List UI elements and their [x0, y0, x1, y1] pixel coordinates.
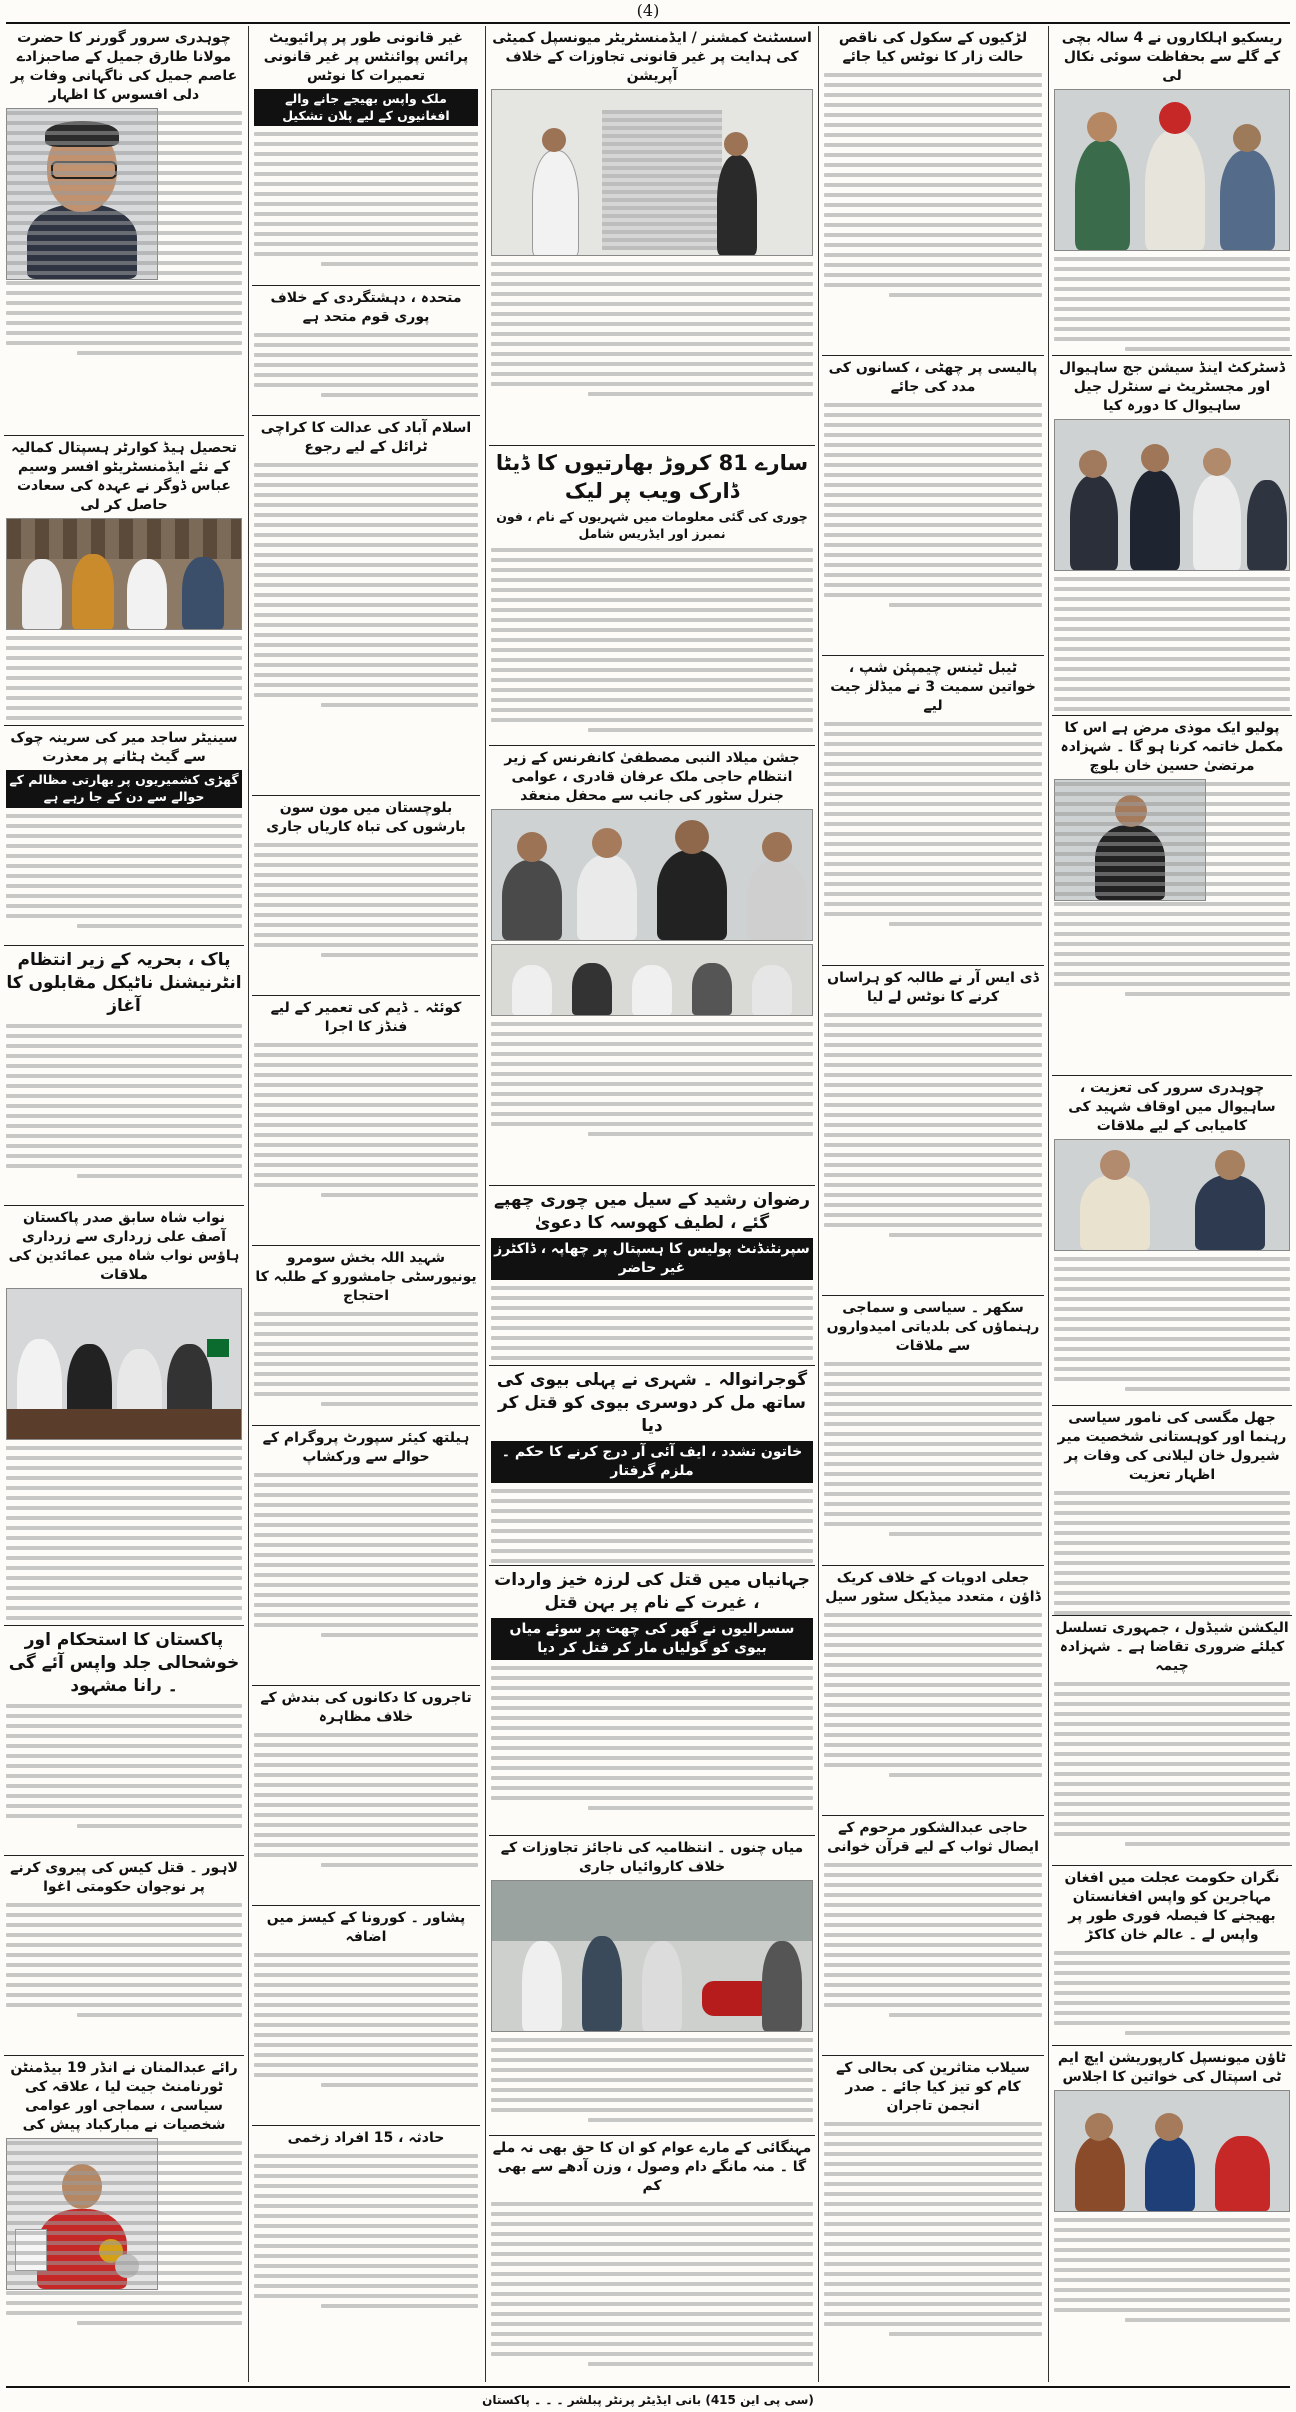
story-text: [824, 73, 1042, 297]
story-text: [254, 132, 478, 266]
story-headline: جھل مگسی کی نامور سیاسی رہنما اور کوہستانی شخصیت میر شیرول خان لیلانی کی وفات پر اظہار تعزیت: [1057, 1410, 1287, 1483]
story-subheadline: خاتون تشدد ، ایف آئی آر درج کرنے کا حکم ۔ ملزم گرفتار: [491, 1441, 813, 1483]
news-story: [822, 356, 1044, 656]
news-story: [822, 966, 1044, 1296]
news-story: [822, 2056, 1044, 2382]
story-text: [1054, 1491, 1290, 1616]
news-story: [489, 746, 815, 1186]
news-story: [1052, 716, 1292, 1076]
imprint-footer: (سی پی این 415) بانی ایڈیٹر پرنٹر پبلشر ۔ ۔ ۔ پاکستان: [482, 2393, 814, 2407]
story-headline: چوہدری سرور گورنر کا حضرت مولانا طارق جمیل کے صاحبزادے عاصم جمیل کی ناگہانی وفات پر دلی افسوس کا اظہار: [10, 30, 238, 103]
photo: [491, 809, 813, 941]
news-story: [4, 26, 244, 436]
story-headline: ٹاؤن میونسپل کارپوریشن ایچ ایم ٹی اسپتال کی خواتین کا اجلاس: [1057, 2050, 1287, 2085]
story-subheadline: گھڑی کشمیریوں پر بھارتی مظالم کے حوالے سے دن کے جا رہے ہے: [6, 770, 242, 808]
story-headline: پالیسی پر چھٹی ، کسانوں کی مدد کی جائے: [828, 360, 1038, 395]
story-text: [491, 548, 813, 732]
news-story: [822, 1566, 1044, 1816]
news-story: [1052, 1406, 1292, 1616]
news-story: [1052, 1866, 1292, 2046]
news-story: [489, 1566, 815, 1836]
story-headline: لڑکیوں کے سکول کی ناقص حالت زار کا نوٹس کیا جائے: [838, 30, 1028, 65]
story-headline: کوئٹہ ۔ ڈیم کی تعمیر کے لیے فنڈز کا اجرا: [270, 1000, 462, 1035]
column-5: [4, 26, 244, 2382]
story-text: [254, 463, 478, 707]
story-text: [491, 1286, 813, 1366]
news-story: [4, 726, 244, 946]
news-story: [4, 1206, 244, 1626]
story-headline: اسلام آباد کی عدالت کا کراچی ٹرائل کے لیے رجوع: [260, 420, 472, 455]
story-text: [491, 2202, 813, 2366]
photo: [491, 1880, 813, 2032]
story-headline: جہانیاں میں قتل کی لرزہ خیز واردات ، غیرت کے نام پر بہن قتل: [494, 1570, 810, 1613]
column-2: [822, 26, 1044, 2382]
news-story: [489, 26, 815, 446]
top-rule: [6, 22, 1290, 24]
story-headline: سینیٹر ساجد میر کی سرینہ چوک سے گیٹ ہٹانے پر معذرت: [10, 730, 238, 765]
news-story: [252, 1426, 480, 1686]
story-headline: ٹیبل ٹینس چیمپئن شپ ، خواتین سمیت 3 نے میڈلز جیت لیے: [830, 660, 1036, 714]
news-story: [252, 2126, 480, 2382]
news-story: [822, 1816, 1044, 2056]
news-story: [252, 996, 480, 1246]
story-text: [254, 1953, 478, 2087]
story-text: [824, 1013, 1042, 1237]
story-text: [1054, 1951, 1290, 2035]
photo: [1054, 419, 1290, 571]
photo: [6, 1288, 242, 1440]
story-text: [824, 1863, 1042, 2017]
story-text: [824, 403, 1042, 607]
story-headline: گوجرانوالہ ۔ شہری نے پہلی بیوی کی ساتھ مل کر دوسری بیوی کو قتل کر دیا: [496, 1370, 808, 1436]
story-text: [6, 1446, 242, 1626]
story-text: [254, 333, 478, 397]
story-headline: میاں چنوں ۔ انتظامیہ کی ناجائز تجاوزات کے خلاف کاروائیاں جاری: [500, 1840, 804, 1875]
story-text: [1054, 577, 1290, 716]
column-divider: [485, 26, 486, 2382]
bottom-rule: [6, 2386, 1290, 2388]
story-text: [254, 1473, 478, 1637]
story-headline: جعلی ادویات کے خلاف کریک ڈاؤن ، متعدد میڈیکل سٹور سیل: [825, 1570, 1041, 1605]
story-text: [1054, 1257, 1290, 1391]
story-text: [6, 636, 242, 726]
story-headline: تحصیل ہیڈ کوارٹر ہسپتال کمالیہ کے نئے ایڈمنسٹریٹو افسر وسیم عباس ڈوگر نے عہدہ کی سعادت حاصل کر لی: [11, 440, 237, 513]
news-story: [822, 26, 1044, 356]
story-text: [1054, 1682, 1290, 1846]
news-story: [822, 1296, 1044, 1566]
news-story: [489, 446, 815, 746]
story-headline: سارے 81 کروڑ بھارتیوں کا ڈیٹا ڈارک ویب پر لیک: [495, 451, 809, 504]
story-headline: سیلاب متاثرین کی بحالی کے کام کو تیز کیا جائے ۔ صدر انجمن تاجران: [836, 2060, 1030, 2114]
story-text: [1054, 2218, 1290, 2322]
news-story: [1052, 1616, 1292, 1866]
photo: [1054, 89, 1290, 251]
story-text: [824, 2122, 1042, 2336]
story-headline: رائے عبدالمنان نے انڈر 19 بیڈمنٹن ٹورنامنٹ جیت لیا ، علاقہ کی سیاسی ، سماجی اور عوامی شخصیات نے مبارکباد پیش کی: [10, 2060, 238, 2133]
story-text: [491, 1666, 813, 1810]
news-story: [489, 1366, 815, 1566]
story-headline: چوہدری سرور کی تعزیت ، ساہیوال میں اوقاف شہید کی کامیابی کے لیے ملاقات: [1068, 1080, 1276, 1134]
column-4: [252, 26, 480, 2382]
story-headline: حاجی عبدالشکور مرحوم کے ایصال ثواب کے لیے قرآن خوانی: [827, 1820, 1039, 1855]
story-subheadline: سسرالیوں نے گھر کی چھت پر سوئے میاں بیوی کو گولیاں مار کر قتل کر دیا: [491, 1618, 813, 1660]
story-headline: متحدہ ، دہشتگردی کے خلاف پوری قوم متحد ہے: [270, 290, 462, 325]
news-story: [4, 1856, 244, 2056]
story-text: [6, 814, 242, 928]
news-story: [1052, 2046, 1292, 2362]
story-headline: ڈسٹرکٹ اینڈ سیشن جج ساہیوال اور مجسٹریٹ نے سنٹرل جیل ساہیوال کا دورہ کیا: [1059, 360, 1285, 414]
story-subheadline: چوری کی گئی معلومات میں شہریوں کے نام ، فون نمبرز اور ایڈریس شامل: [496, 508, 808, 541]
story-text: [491, 2038, 813, 2122]
story-subheadline: سپرنٹنڈنٹ پولیس کا ہسپتال پر چھاپہ ، ڈاکٹرز غیر حاضر: [491, 1238, 813, 1280]
story-text: [254, 843, 478, 957]
story-text: [491, 1022, 813, 1136]
story-headline: شہید اللہ بخش سومرو یونیورسٹی جامشورو کے طلبہ کا احتجاج: [255, 1250, 477, 1304]
photo: [491, 89, 813, 256]
story-text: [254, 1733, 478, 1867]
photo: [1054, 2090, 1290, 2212]
story-text: [824, 722, 1042, 926]
story-text: [824, 1613, 1042, 1777]
story-text: [1054, 257, 1290, 351]
story-text: [824, 1362, 1042, 1536]
story-headline: جشن میلاد النبی مصطفیٰ کانفرنس کے زیر انتظام حاجی ملک عرفان قادری ، عوامی جنرل سٹور کی جانب سے محفل منعقد: [504, 750, 800, 804]
story-text: [6, 1024, 242, 1178]
story-headline: پاک ، بحریہ کے زیر انتظام انٹرنیشنل ناٹیکل مقابلوں کا آغاز: [6, 950, 242, 1016]
story-headline: نگران حکومت عجلت میں افغان مہاجرین کو واپس افغانستان بھیجنے کا فیصلہ فوری طور پر واپس لے ۔ عالم خان کاکڑ: [1064, 1870, 1280, 1943]
photo: [1054, 1139, 1290, 1251]
story-text: [491, 262, 813, 396]
story-headline: سکھر ۔ سیاسی و سماجی رہنماؤں کی بلدیاتی امیدواروں سے ملاقات: [826, 1300, 1040, 1354]
page-number: (4): [636, 1, 660, 20]
news-story: [252, 796, 480, 996]
story-headline: پاکستان کا استحکام اور خوشحالی جلد واپس آئے گی ۔ رانا مشہود: [8, 1630, 240, 1696]
photo: [491, 944, 813, 1016]
story-headline: ہیلتھ کیئر سپورٹ پروگرام کے حوالے سے ورکشاپ: [262, 1430, 470, 1465]
story-headline: مہنگائی کے مارے عوام کو ان کا حق بھی نہ ملے گا ۔ منہ مانگے دام وصول ، وزن آدھے سے بھی کم: [492, 2140, 812, 2194]
story-headline: نواب شاہ سابق صدر پاکستان آصف علی زرداری سے زرداری ہاؤس نواب شاہ میں عمائدین کی ملاقات: [8, 1210, 240, 1283]
news-story: [252, 1246, 480, 1426]
story-headline: پولیو ایک موذی مرض ہے اس کا مکمل خاتمہ کرنا ہو گا ۔ شہزادہ مرتضیٰ حسین خان بلوچ: [1060, 720, 1284, 774]
story-headline: لاہور ۔ قتل کیس کی پیروی کرنے پر نوجوان حکومتی اغوا: [10, 1860, 238, 1895]
story-text: [6, 1903, 242, 2017]
column-1: [1052, 26, 1292, 2382]
column-divider: [818, 26, 819, 2382]
news-story: [252, 286, 480, 416]
news-story: [1052, 356, 1292, 716]
story-text: [491, 1489, 813, 1566]
story-headline: بلوچستان میں مون سون بارشوں کی تباہ کاریاں جاری: [266, 800, 466, 835]
story-headline: رضوان رشید کے سیل میں چوری چھپے گئے ، لطیف کھوسہ کا دعویٰ: [493, 1190, 811, 1233]
story-headline: الیکشن شیڈول ، جمہوری تسلسل کیلئے ضروری تقاضا ہے ۔ شہزادہ چیمہ: [1055, 1620, 1289, 1674]
news-story: [4, 436, 244, 726]
column-divider: [248, 26, 249, 2382]
story-headline: ریسکیو اہلکاروں نے 4 سالہ بچی کے گلے سے بحفاظت سوئی نکال لی: [1061, 30, 1283, 84]
news-story: [489, 1186, 815, 1366]
column-divider: [1048, 26, 1049, 2382]
news-story: [1052, 26, 1292, 356]
story-text: [254, 1043, 478, 1197]
story-text: [254, 2154, 478, 2308]
news-story: [4, 1626, 244, 1856]
photo: [6, 518, 242, 630]
news-story: [489, 1836, 815, 2136]
news-story: [252, 26, 480, 286]
story-headline: غیر قانونی طور پر پرائیویٹ پرائس پوائنٹس پر غیر قانونی تعمیرات کا نوٹس: [263, 30, 469, 84]
news-story: [4, 2056, 244, 2382]
news-story: [4, 946, 244, 1206]
story-headline: اسسٹنٹ کمشنر / ایڈمنسٹریٹر میونسپل کمیٹی کی ہدایت پر غیر قانونی تجاوزات کے خلاف آپریشن: [492, 30, 812, 84]
story-subheadline: ملک واپس بھیجے جانے والے افغانیوں کے لیے پلان تشکیل: [254, 89, 478, 127]
story-text: [6, 1704, 242, 1828]
story-text: [254, 1312, 478, 1406]
column-3: [489, 26, 815, 2382]
story-headline: تاجروں کا دکانوں کی بندش کے خلاف مظاہرہ: [260, 1690, 472, 1725]
story-headline: پشاور ۔ کورونا کے کیسز میں اضافہ: [266, 1910, 466, 1945]
story-headline: حادثہ ، 15 افراد زخمی: [287, 2130, 445, 2146]
news-story: [252, 1686, 480, 1906]
news-story: [252, 416, 480, 796]
news-story: [1052, 1076, 1292, 1406]
news-story: [489, 2136, 815, 2382]
story-headline: ڈی ایس آر نے طالبہ کو ہراساں کرنے کا نوٹس لے لیا: [827, 970, 1039, 1005]
news-story: [822, 656, 1044, 966]
news-story: [252, 1906, 480, 2126]
